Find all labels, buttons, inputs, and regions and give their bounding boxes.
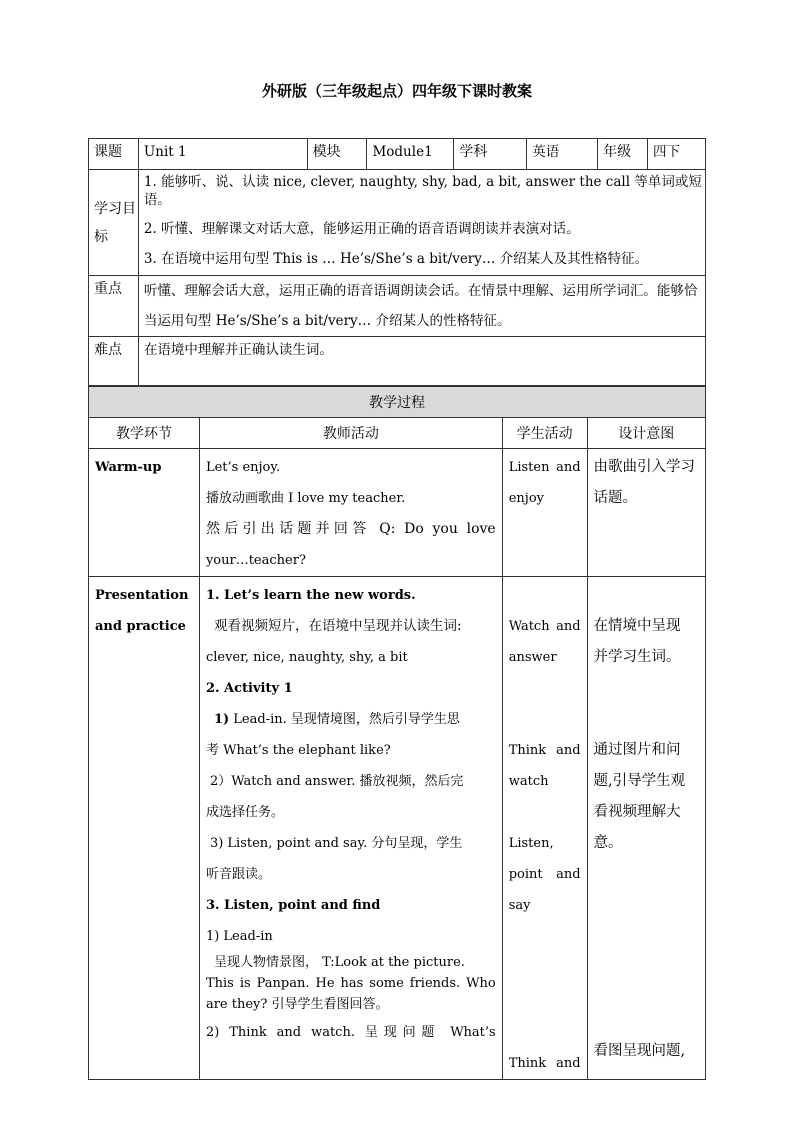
warmup-teacher-line: 然后引出话题并回答 Q: Do you love — [205, 521, 496, 537]
teacher-line: are they? 引导学生看图回答。 — [205, 997, 389, 1012]
presentation-stage-line: Presentation — [95, 588, 189, 603]
subject-label: 学科 — [454, 139, 527, 170]
intent-line: 意。 — [593, 835, 623, 851]
student-line: watch — [508, 774, 549, 789]
info-row-focus — [89, 276, 706, 337]
intent-line: 并学习生词。 — [593, 649, 681, 665]
goal-item-2: 2. 听懂、理解课文对话大意，能够运用正确的语音语调朗读并表演对话。 — [143, 221, 580, 237]
process-header-row — [89, 418, 706, 449]
intent-line: 看图呈现问题, — [593, 1043, 686, 1059]
difficulty-label: 难点 — [89, 337, 139, 386]
teacher-line-number: 1) — [213, 712, 230, 727]
module-value: Module1 — [367, 139, 454, 170]
header-intent: 设计意图 — [587, 418, 705, 449]
student-line: Watch and — [508, 619, 581, 634]
grade-value: 四下 — [648, 139, 706, 170]
intent-line: 看视频理解大 — [593, 804, 681, 820]
teaching-process-table — [88, 386, 706, 1080]
goals-label: 学习目标 — [89, 170, 139, 276]
goal-item-1: 1. 能够听、说、认读 nice, clever, naughty, shy, bad, a bit, answer the call 等单词或短语。 — [143, 174, 702, 208]
teacher-line: clever, nice, naughty, shy, a bit — [205, 650, 408, 665]
document-title: 外研版（三年级起点）四年级下课时教案 — [261, 82, 532, 100]
warmup-intent: 由歌曲引入学习话题。 — [587, 449, 705, 577]
warmup-teacher-line: your…teacher? — [205, 553, 306, 568]
teacher-line: 呈现人物情景图， T:Look at the picture. — [213, 955, 465, 970]
teacher-line: 2) Think and watch. 呈现问题 What’s — [205, 1025, 496, 1040]
header-stage: 教学环节 — [89, 418, 200, 449]
info-row-goals — [89, 170, 706, 276]
subject-value: 英语 — [527, 139, 598, 170]
header-teacher: 教师活动 — [199, 418, 502, 449]
warmup-student-line: enjoy — [508, 491, 544, 506]
intent-line: 在情境中呈现 — [593, 618, 681, 634]
process-band: 教学过程 — [89, 387, 706, 418]
teacher-step-2-title: 2. Activity 1 — [205, 681, 293, 696]
teacher-line: 考 What’s the elephant like? — [205, 743, 391, 758]
student-line: answer — [508, 650, 557, 665]
teacher-line: This is Panpan. He has some friends. Who — [205, 976, 496, 991]
topic-value: Unit 1 — [138, 139, 307, 170]
teacher-line: 2）Watch and answer. 播放视频，然后完 — [209, 774, 464, 789]
teacher-line: 3) Listen, point and say. 分句呈现，学生 — [209, 836, 463, 851]
header-student: 学生活动 — [502, 418, 587, 449]
student-line: Listen, — [508, 836, 554, 851]
goal-item-3: 3. 在语境中运用句型 This is … He’s/She’s a bit/very… 介绍某人及其性格特征。 — [143, 251, 649, 267]
info-row-difficulty — [89, 337, 706, 386]
teacher-line: 听音跟读。 — [205, 867, 271, 882]
presentation-stage-line: and practice — [95, 619, 186, 634]
presentation-row — [89, 577, 706, 1080]
intent-line: 题,引导学生观 — [593, 773, 686, 789]
focus-text: 听懂、理解会话大意，运用正确的语音语调朗读会话。在情景中理解、运用所学词汇。能够恰当运用句型 He’s/She’s a bit/very… 介绍某人的性格特征。 — [138, 276, 705, 337]
lesson-info-table — [88, 138, 706, 386]
teacher-line: Lead-in. 呈现情境图，然后引导学生思 — [229, 712, 460, 727]
teacher-step-3-title: 3. Listen, point and find — [205, 898, 381, 913]
focus-label: 重点 — [89, 276, 139, 337]
teacher-step-1-title: 1. Let’s learn the new words. — [205, 588, 416, 603]
difficulty-text: 在语境中理解并正确认读生词。 — [138, 337, 705, 386]
warmup-student-line: Listen and — [508, 460, 581, 475]
student-line: Think and — [508, 1056, 581, 1071]
warmup-row — [89, 449, 706, 577]
info-row-basic — [89, 139, 706, 170]
process-band-row — [89, 387, 706, 418]
student-line: say — [508, 898, 531, 913]
grade-label: 年级 — [598, 139, 648, 170]
teacher-line: 1) Lead-in — [205, 929, 273, 944]
student-line: point and — [508, 867, 581, 882]
intent-line: 通过图片和问 — [593, 742, 681, 758]
student-line: Think and — [508, 743, 581, 758]
warmup-stage: Warm-up — [89, 449, 200, 577]
teacher-line: 成选择任务。 — [205, 805, 284, 820]
warmup-teacher-line: 播放动画歌曲 I love my teacher. — [205, 491, 406, 506]
module-label: 模块 — [307, 139, 367, 170]
teacher-line: 观看视频短片，在语境中呈现并认读生词: — [213, 618, 462, 634]
topic-label: 课题 — [89, 139, 139, 170]
warmup-teacher-line: Let’s enjoy. — [205, 460, 281, 475]
